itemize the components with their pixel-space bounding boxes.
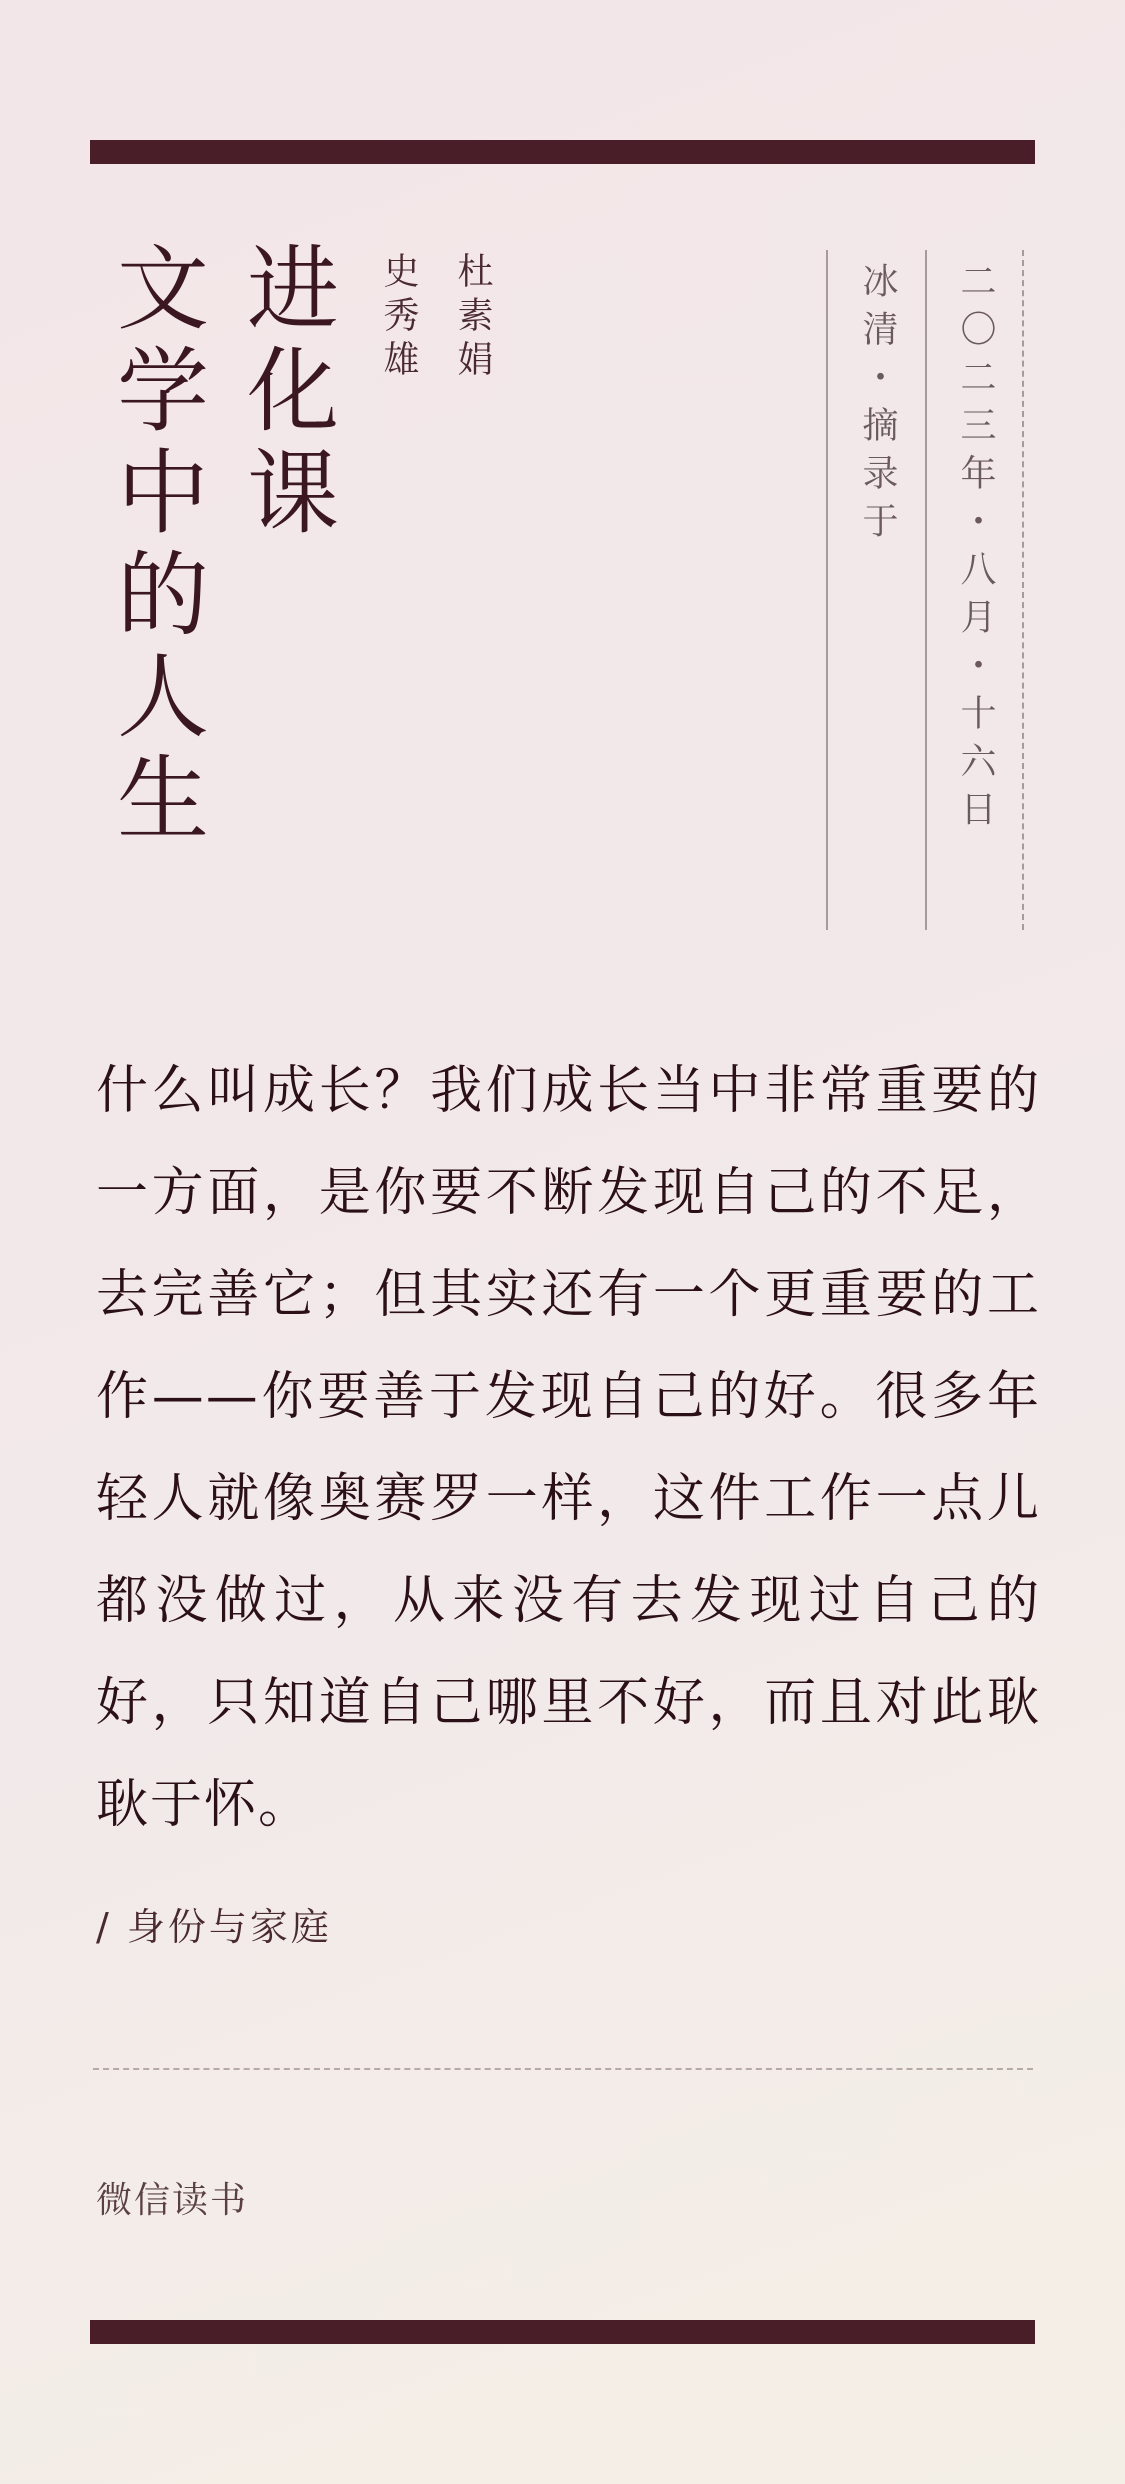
author-name-1: 杜素娟: [452, 252, 493, 384]
quote-text: 什么叫成长？我们成长当中非常重要的一方面，是你要不断发现自己的不足，去完善它；但其实还有一个更重要的工作——你要善于发现自己的好。很多年轻人就像奥赛罗一样，这件工作一点儿都没做过，从来没有去发现过自己的好，只知道自己哪里不好，而且对此耿耿于怀。: [96, 1061, 1041, 1835]
vertical-rule-right: [1022, 250, 1024, 930]
excerpt-attribution: 冰清・摘录于: [857, 262, 898, 550]
vertical-rule-left: [826, 250, 828, 930]
excerpt-date: 二〇二三年・八月・十六日: [955, 262, 996, 838]
book-title-line-1: 进化课: [232, 240, 339, 546]
brand-label: 微信读书: [96, 2180, 249, 2221]
dashed-divider: [93, 2068, 1033, 2070]
book-title-line-2: 文学中的人生: [102, 240, 209, 852]
author-name-2: 史秀雄: [378, 252, 419, 384]
vertical-rule-middle: [925, 250, 927, 930]
top-decorative-bar: [90, 140, 1035, 164]
chapter-source: / 身份与家庭: [96, 1905, 332, 1949]
bottom-decorative-bar: [90, 2320, 1035, 2344]
